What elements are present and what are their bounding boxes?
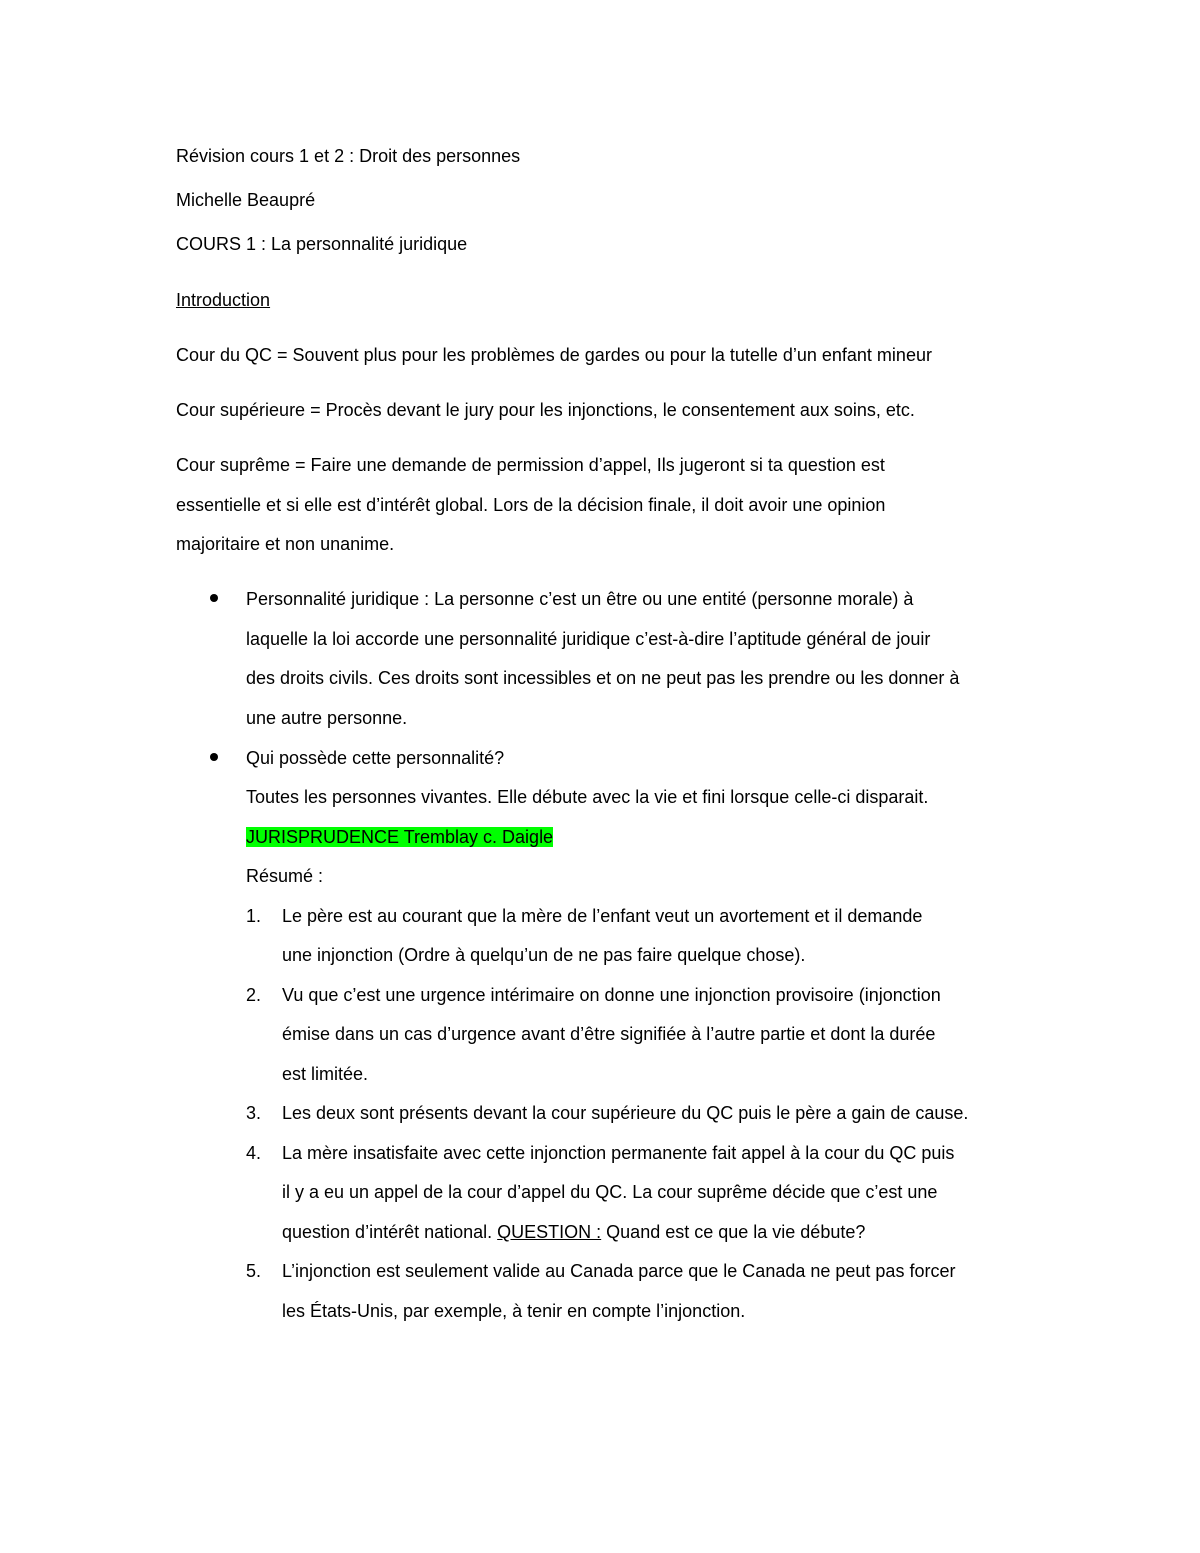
list-number: 3. (246, 1103, 262, 1123)
summary-item-4-line: il y a eu un appel de la cour d’appel du QC. La cour suprême décide que c’est une (282, 1182, 938, 1202)
summary-item-1-line: Le père est au courant que la mère de l’enfant veut un avortement et il demande (282, 906, 923, 926)
paragraph-cour-qc: Cour du QC = Souvent plus pour les problèmes de gardes ou pour la tutelle d’un enfant mineur (176, 345, 932, 365)
list-number: 1. (246, 906, 262, 926)
bullet-marker (210, 594, 218, 602)
intro-heading: Introduction (176, 290, 271, 310)
list-number: 4. (246, 1143, 262, 1163)
question-label: QUESTION : (497, 1222, 602, 1242)
list-number: 5. (246, 1261, 262, 1281)
bullet-marker (210, 753, 218, 761)
paragraph-cour-supreme-line: Cour suprême = Faire une demande de permission d’appel, Ils jugeront si ta question est (176, 455, 885, 475)
list-number: 2. (246, 985, 262, 1005)
summary-label: Résumé : (246, 866, 324, 886)
summary-item-4-text: Quand est ce que la vie débute? (601, 1222, 866, 1242)
summary-item-5-line: les États-Unis, par exemple, à tenir en compte l’injonction. (282, 1301, 746, 1321)
bullet-personnalite-line: une autre personne. (246, 708, 408, 728)
summary-item-5-line: L’injonction est seulement valide au Canada parce que le Canada ne peut pas forcer (282, 1261, 956, 1281)
summary-item-3: Les deux sont présents devant la cour supérieure du QC puis le père a gain de cause. (282, 1103, 969, 1123)
jurisprudence-text: JURISPRUDENCE Tremblay c. Daigle (246, 827, 554, 847)
summary-item-2-line: est limitée. (282, 1064, 369, 1084)
course-heading: COURS 1 : La personnalité juridique (176, 234, 468, 254)
summary-item-1-line: une injonction (Ordre à quelqu’un de ne pas faire quelque chose). (282, 945, 806, 965)
summary-item-4-text: question d’intérêt national. (282, 1222, 498, 1242)
summary-item-2-line: Vu que c’est une urgence intérimaire on donne une injonction provisoire (injonction (282, 985, 941, 1005)
paragraph-cour-supreme-line: essentielle et si elle est d’intérêt global. Lors de la décision finale, il doit avoir une opinion (176, 495, 886, 515)
summary-item-2-line: émise dans un cas d’urgence avant d’être signifiée à l’autre partie et dont la durée (282, 1024, 936, 1044)
paragraph-cour-supreme-line: majoritaire et non unanime. (176, 534, 395, 554)
bullet-personnalite-line: Personnalité juridique : La personne c’est un être ou une entité (personne morale) à (246, 589, 914, 609)
bullet-personnalite-line: des droits civils. Ces droits sont incessibles et on ne peut pas les prendre ou les donner à (246, 668, 960, 688)
bullet-answer: Toutes les personnes vivantes. Elle débute avec la vie et fini lorsque celle-ci disparait. (246, 787, 929, 807)
summary-item-4-line: La mère insatisfaite avec cette injonction permanente fait appel à la cour du QC puis (282, 1143, 955, 1163)
document-author: Michelle Beaupré (176, 190, 316, 210)
jurisprudence-highlight (246, 825, 553, 849)
bullet-question: Qui possède cette personnalité? (246, 748, 505, 768)
document-title: Révision cours 1 et 2 : Droit des personnes (176, 146, 521, 166)
paragraph-cour-superieure: Cour supérieure = Procès devant le jury pour les injonctions, le consentement aux soins, etc. (176, 400, 915, 420)
summary-item-4-line (282, 1220, 865, 1244)
bullet-personnalite-line: laquelle la loi accorde une personnalité juridique c’est-à-dire l’aptitude général de jouir (246, 629, 931, 649)
